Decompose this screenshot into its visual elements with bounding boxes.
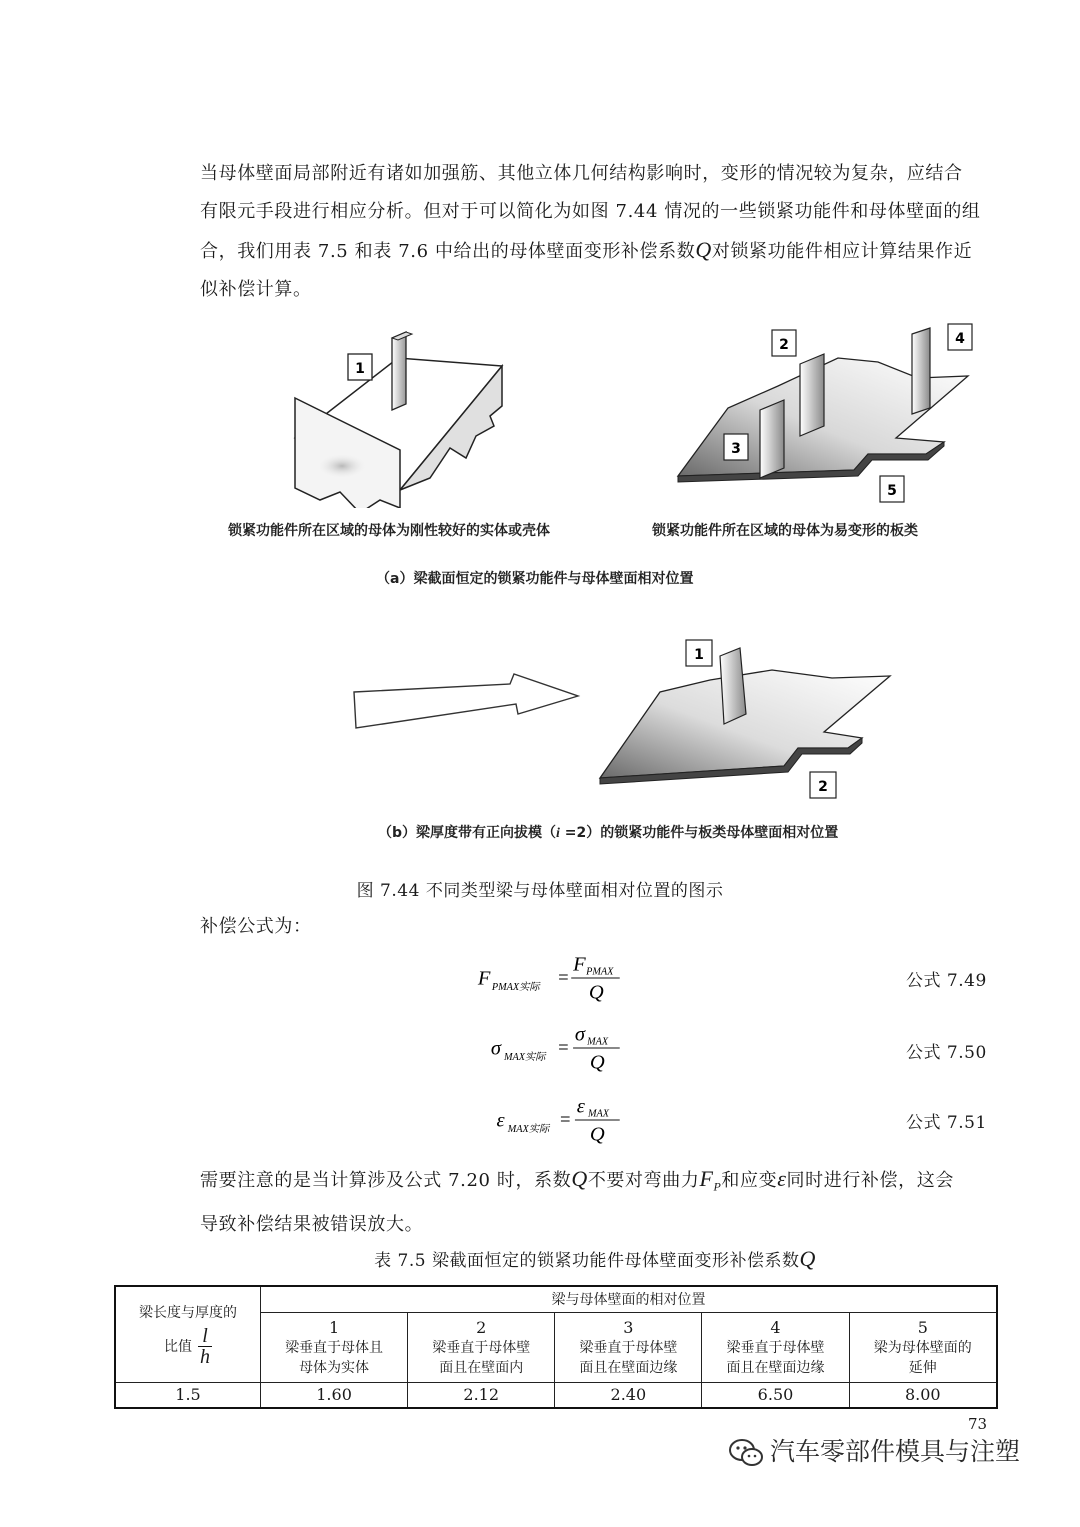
svg-text:=: = xyxy=(558,967,569,989)
plate-b-surface xyxy=(600,670,890,778)
compensation-table xyxy=(114,1285,998,1409)
column-header-4: 4 梁垂直于母体壁 面且在壁面边缘 xyxy=(702,1312,849,1382)
label-2-text: 2 xyxy=(779,337,789,353)
formula-7-51-label: 公式 7.51 xyxy=(906,1113,987,1133)
figure-b-plate xyxy=(592,630,902,810)
column-header-2: 2 梁垂直于母体壁 面且在壁面内 xyxy=(408,1312,555,1382)
intro-line-3: 合，我们用表 7.5 和表 7.6 中给出的母体壁面变形补偿系数Q对锁紧功能件相应计算结果作近 xyxy=(200,237,973,262)
svg-text:PMAX实际: PMAX实际 xyxy=(491,982,540,994)
formula-7-49-label: 公式 7.49 xyxy=(906,971,987,991)
table-row xyxy=(115,1382,997,1408)
svg-text:MAX: MAX xyxy=(588,1108,610,1120)
watermark: 汽车零部件模具与注塑 xyxy=(728,1432,1020,1468)
position-group-header: 梁与母体壁面的相对位置 xyxy=(261,1286,998,1312)
plate-beam-4 xyxy=(912,328,930,414)
intro-line-1: 当母体壁面局部附近有诸如加强筋、其他立体几何结构影响时，变形的情况较为复杂，应结合 xyxy=(200,163,963,184)
intro-paragraph xyxy=(200,155,990,309)
formula-intro: 补偿公式为： xyxy=(200,916,312,937)
svg-text:ε: ε xyxy=(496,1109,505,1132)
svg-text:Q: Q xyxy=(589,1051,605,1074)
label-b2-text: 2 xyxy=(818,779,828,795)
solid-beam-1 xyxy=(392,332,406,410)
wechat-icon xyxy=(728,1438,764,1468)
formula-7-50 xyxy=(470,1020,650,1076)
svg-text:=: = xyxy=(558,1037,569,1059)
formula-7-50-label: 公式 7.50 xyxy=(906,1043,987,1063)
plate-beam-2 xyxy=(800,354,824,436)
coefficient-q-symbol: Q xyxy=(695,237,712,262)
figure-a-plate xyxy=(668,318,988,518)
svg-text:F: F xyxy=(477,967,491,990)
figure-a-subcaption: （a）梁截面恒定的锁紧功能件与母体壁面相对位置 xyxy=(376,571,694,587)
label-3-text: 3 xyxy=(731,441,741,457)
value-cell-2: 2.12 xyxy=(408,1382,555,1408)
table-title: 表 7.5 梁截面恒定的锁紧功能件母体壁面变形补偿系数Q xyxy=(374,1246,816,1271)
ratio-header-cell: 梁长度与厚度的 比值 l h xyxy=(115,1286,261,1382)
value-cell-4: 6.50 xyxy=(702,1382,849,1408)
label-4-text: 4 xyxy=(955,331,965,347)
svg-text:MAX: MAX xyxy=(587,1036,609,1048)
column-header-1: 1 梁垂直于母体且 母体为实体 xyxy=(261,1312,408,1382)
svg-text:MAX实际: MAX实际 xyxy=(507,1124,550,1136)
column-header-3: 3 梁垂直于母体壁 面且在壁面边缘 xyxy=(555,1312,702,1382)
figure-b-draft-arrow xyxy=(350,670,586,736)
label-b1-text: 1 xyxy=(694,647,704,663)
svg-text:σ: σ xyxy=(490,1037,502,1060)
figure-a-solid-block xyxy=(280,318,540,508)
formula-7-49 xyxy=(470,950,650,1006)
page-number: 73 xyxy=(968,1415,988,1433)
value-cell-3: 2.40 xyxy=(555,1382,702,1408)
svg-text:PMAX: PMAX xyxy=(586,966,614,978)
figure-title: 图 7.44 不同类型梁与母体壁面相对位置的图示 xyxy=(356,881,724,901)
ratio-cell: 1.5 xyxy=(115,1382,261,1408)
svg-text:MAX实际: MAX实际 xyxy=(504,1052,546,1064)
svg-text:Q: Q xyxy=(588,981,604,1004)
plate-beam-3 xyxy=(760,400,784,478)
formula-7-51 xyxy=(470,1092,650,1148)
figure-a-left-caption: 锁紧功能件所在区域的母体为刚性较好的实体或壳体 xyxy=(228,523,550,539)
svg-text:ε: ε xyxy=(576,1095,585,1118)
note-paragraph xyxy=(200,1160,990,1244)
value-cell-1: 1.60 xyxy=(261,1382,408,1408)
intro-line-4: 似补偿计算。 xyxy=(200,279,312,300)
intro-line-2: 有限元手段进行相应分析。但对于可以简化为如图 7.44 情况的一些锁紧功能件和母体壁面的组 xyxy=(200,201,981,222)
svg-text:F: F xyxy=(573,953,586,976)
svg-text:Q: Q xyxy=(589,1123,605,1146)
svg-text:=: = xyxy=(560,1109,571,1131)
label-1-text: 1 xyxy=(355,361,365,377)
note-line-2: 导致补偿结果被错误放大。 xyxy=(200,1213,424,1235)
note-line-1: 需要注意的是当计算涉及公式 7.20 时，系数Q不要对弯曲力$F_P$和应变ε同时进行补偿，这会 xyxy=(200,1166,954,1194)
drafted-beam-1 xyxy=(720,648,746,724)
value-cell-5: 8.00 xyxy=(849,1382,997,1408)
svg-text:σ: σ xyxy=(574,1023,586,1046)
column-header-5: 5 梁为母体壁面的 延伸 xyxy=(849,1312,997,1382)
figure-b-subcaption: （b）梁厚度带有正向拔模（i =2）的锁紧功能件与板类母体壁面相对位置 xyxy=(378,825,839,841)
label-5-text: 5 xyxy=(887,483,897,499)
figure-a-right-caption: 锁紧功能件所在区域的母体为易变形的板类 xyxy=(652,523,918,539)
